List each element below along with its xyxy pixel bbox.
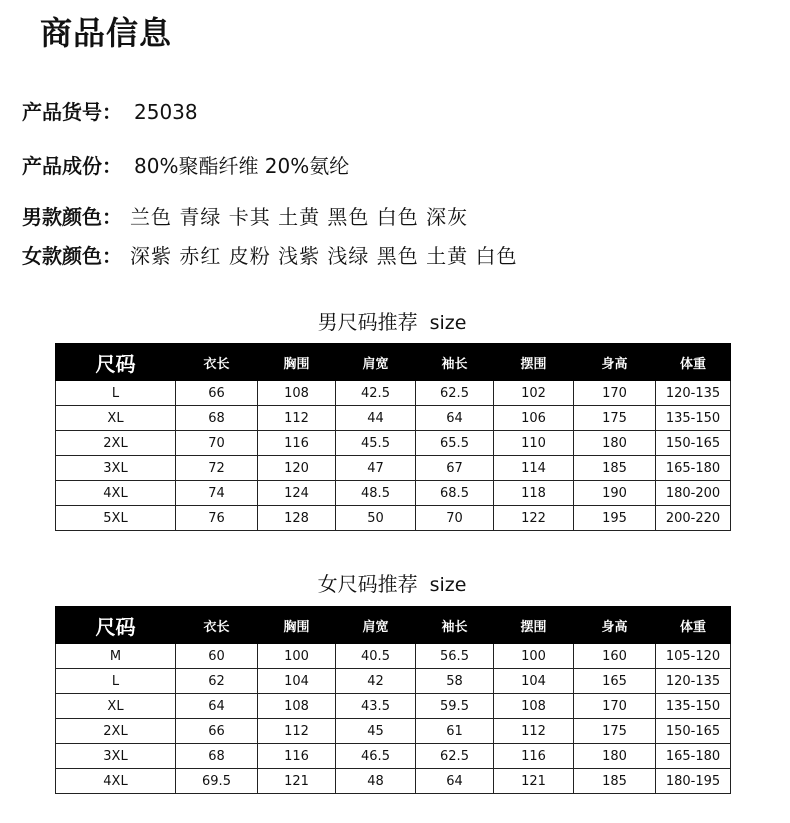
- table-cell: 100: [258, 644, 336, 669]
- table-cell: 118: [494, 481, 574, 506]
- table-cell: 104: [258, 669, 336, 694]
- table-cell: 112: [494, 719, 574, 744]
- material-label: 产品成份：: [22, 154, 122, 178]
- table-cell: 64: [416, 406, 494, 431]
- table-cell: 56.5: [416, 644, 494, 669]
- table-cell: L: [56, 669, 176, 694]
- table-cell: 112: [258, 719, 336, 744]
- table-cell: 175: [574, 406, 656, 431]
- table-cell: 42: [336, 669, 416, 694]
- table-cell: 60: [176, 644, 258, 669]
- table-cell: 50: [336, 506, 416, 531]
- table-cell: 185: [574, 456, 656, 481]
- table-cell: 180-200: [656, 481, 731, 506]
- table-cell: 165: [574, 669, 656, 694]
- women-size-heading-en: size: [429, 574, 467, 596]
- table-cell: 62: [176, 669, 258, 694]
- table-cell: 64: [416, 769, 494, 794]
- table-cell: 61: [416, 719, 494, 744]
- header-row: [56, 344, 731, 381]
- table-cell: 3XL: [56, 744, 176, 769]
- column-header: 衣长: [176, 344, 258, 381]
- table-cell: 43.5: [336, 694, 416, 719]
- table-cell: 68: [176, 406, 258, 431]
- table-cell: 108: [494, 694, 574, 719]
- table-cell: 48.5: [336, 481, 416, 506]
- table-cell: 180-195: [656, 769, 731, 794]
- table-cell: 45: [336, 719, 416, 744]
- table-cell: 46.5: [336, 744, 416, 769]
- column-header: 摆围: [494, 607, 574, 644]
- table-cell: 70: [176, 431, 258, 456]
- table-row: [56, 694, 731, 719]
- table-cell: 180: [574, 744, 656, 769]
- table-cell: 68.5: [416, 481, 494, 506]
- table-cell: 200-220: [656, 506, 731, 531]
- table-cell: 47: [336, 456, 416, 481]
- table-cell: 74: [176, 481, 258, 506]
- table-cell: 165-180: [656, 456, 731, 481]
- women-colors-value: 深紫 赤红 皮粉 浅紫 浅绿 黑色 土黄 白色: [130, 244, 518, 268]
- column-header: 身高: [574, 344, 656, 381]
- table-cell: 48: [336, 769, 416, 794]
- table-row: [56, 669, 731, 694]
- table-cell: 114: [494, 456, 574, 481]
- table-cell: 44: [336, 406, 416, 431]
- table-cell: 116: [258, 431, 336, 456]
- table-cell: 105-120: [656, 644, 731, 669]
- table-cell: 150-165: [656, 719, 731, 744]
- table-row: [56, 644, 731, 669]
- table-cell: 40.5: [336, 644, 416, 669]
- table-cell: 128: [258, 506, 336, 531]
- table-cell: 108: [258, 381, 336, 406]
- table-cell: 76: [176, 506, 258, 531]
- column-header: 肩宽: [336, 607, 416, 644]
- table-cell: 108: [258, 694, 336, 719]
- table-cell: 120: [258, 456, 336, 481]
- table-cell: 175: [574, 719, 656, 744]
- column-header: 摆围: [494, 344, 574, 381]
- table-cell: 122: [494, 506, 574, 531]
- table-cell: XL: [56, 406, 176, 431]
- header-row: [56, 607, 731, 644]
- table-cell: 2XL: [56, 431, 176, 456]
- table-cell: 116: [494, 744, 574, 769]
- table-cell: 121: [258, 769, 336, 794]
- table-cell: 170: [574, 694, 656, 719]
- column-header: 袖长: [416, 344, 494, 381]
- table-cell: 185: [574, 769, 656, 794]
- table-cell: 102: [494, 381, 574, 406]
- table-cell: 106: [494, 406, 574, 431]
- men-size-heading: [0, 306, 787, 335]
- column-header: 肩宽: [336, 344, 416, 381]
- table-cell: 116: [258, 744, 336, 769]
- women-size-heading: [0, 568, 787, 597]
- table-row: [56, 431, 731, 456]
- women-size-heading-cn: 女尺码推荐: [317, 572, 418, 596]
- table-row: [56, 719, 731, 744]
- column-header: 衣长: [176, 607, 258, 644]
- women-colors-row: [22, 240, 518, 269]
- table-cell: 3XL: [56, 456, 176, 481]
- table-cell: 160: [574, 644, 656, 669]
- page-title: 商品信息: [40, 14, 173, 52]
- table-cell: 190: [574, 481, 656, 506]
- table-row: [56, 381, 731, 406]
- table-cell: 195: [574, 506, 656, 531]
- column-header: 体重: [656, 344, 731, 381]
- table-cell: 165-180: [656, 744, 731, 769]
- sku-value: 25038: [134, 100, 198, 124]
- men-size-heading-en: size: [429, 312, 467, 334]
- table-cell: 42.5: [336, 381, 416, 406]
- table-cell: 104: [494, 669, 574, 694]
- table-cell: M: [56, 644, 176, 669]
- men-colors-row: [22, 201, 468, 230]
- table-cell: 45.5: [336, 431, 416, 456]
- table-cell: 65.5: [416, 431, 494, 456]
- table-cell: 4XL: [56, 769, 176, 794]
- material-row: [22, 150, 349, 179]
- table-cell: 135-150: [656, 694, 731, 719]
- table-cell: 112: [258, 406, 336, 431]
- table-cell: 2XL: [56, 719, 176, 744]
- table-cell: 180: [574, 431, 656, 456]
- table-cell: XL: [56, 694, 176, 719]
- column-header: 袖长: [416, 607, 494, 644]
- sku-label: 产品货号：: [22, 100, 122, 124]
- table-cell: 70: [416, 506, 494, 531]
- table-row: [56, 506, 731, 531]
- table-cell: 59.5: [416, 694, 494, 719]
- column-header: 体重: [656, 607, 731, 644]
- women-size-table: [55, 606, 731, 794]
- table-cell: 5XL: [56, 506, 176, 531]
- table-cell: 4XL: [56, 481, 176, 506]
- column-header: 身高: [574, 607, 656, 644]
- men-colors-label: 男款颜色：: [22, 205, 122, 229]
- table-cell: 66: [176, 381, 258, 406]
- table-row: [56, 481, 731, 506]
- sku-row: [22, 96, 198, 125]
- table-cell: 120-135: [656, 669, 731, 694]
- table-cell: 120-135: [656, 381, 731, 406]
- table-cell: 110: [494, 431, 574, 456]
- table-cell: 66: [176, 719, 258, 744]
- table-cell: 58: [416, 669, 494, 694]
- table-cell: 72: [176, 456, 258, 481]
- table-row: [56, 406, 731, 431]
- table-row: [56, 456, 731, 481]
- table-cell: 170: [574, 381, 656, 406]
- table-cell: 62.5: [416, 744, 494, 769]
- table-row: [56, 744, 731, 769]
- men-size-heading-cn: 男尺码推荐: [317, 310, 418, 334]
- table-cell: 62.5: [416, 381, 494, 406]
- table-cell: 100: [494, 644, 574, 669]
- men-size-table: [55, 343, 731, 531]
- column-header: 胸围: [258, 344, 336, 381]
- table-cell: 67: [416, 456, 494, 481]
- table-cell: 64: [176, 694, 258, 719]
- material-value: 80%聚酯纤维 20%氨纶: [134, 154, 350, 178]
- column-header: 胸围: [258, 607, 336, 644]
- column-header: 尺码: [56, 344, 176, 381]
- table-cell: L: [56, 381, 176, 406]
- column-header: 尺码: [56, 607, 176, 644]
- table-row: [56, 769, 731, 794]
- table-cell: 69.5: [176, 769, 258, 794]
- women-colors-label: 女款颜色：: [22, 244, 122, 268]
- men-colors-value: 兰色 青绿 卡其 土黄 黑色 白色 深灰: [130, 205, 469, 229]
- table-cell: 124: [258, 481, 336, 506]
- table-cell: 150-165: [656, 431, 731, 456]
- table-cell: 121: [494, 769, 574, 794]
- table-cell: 135-150: [656, 406, 731, 431]
- table-cell: 68: [176, 744, 258, 769]
